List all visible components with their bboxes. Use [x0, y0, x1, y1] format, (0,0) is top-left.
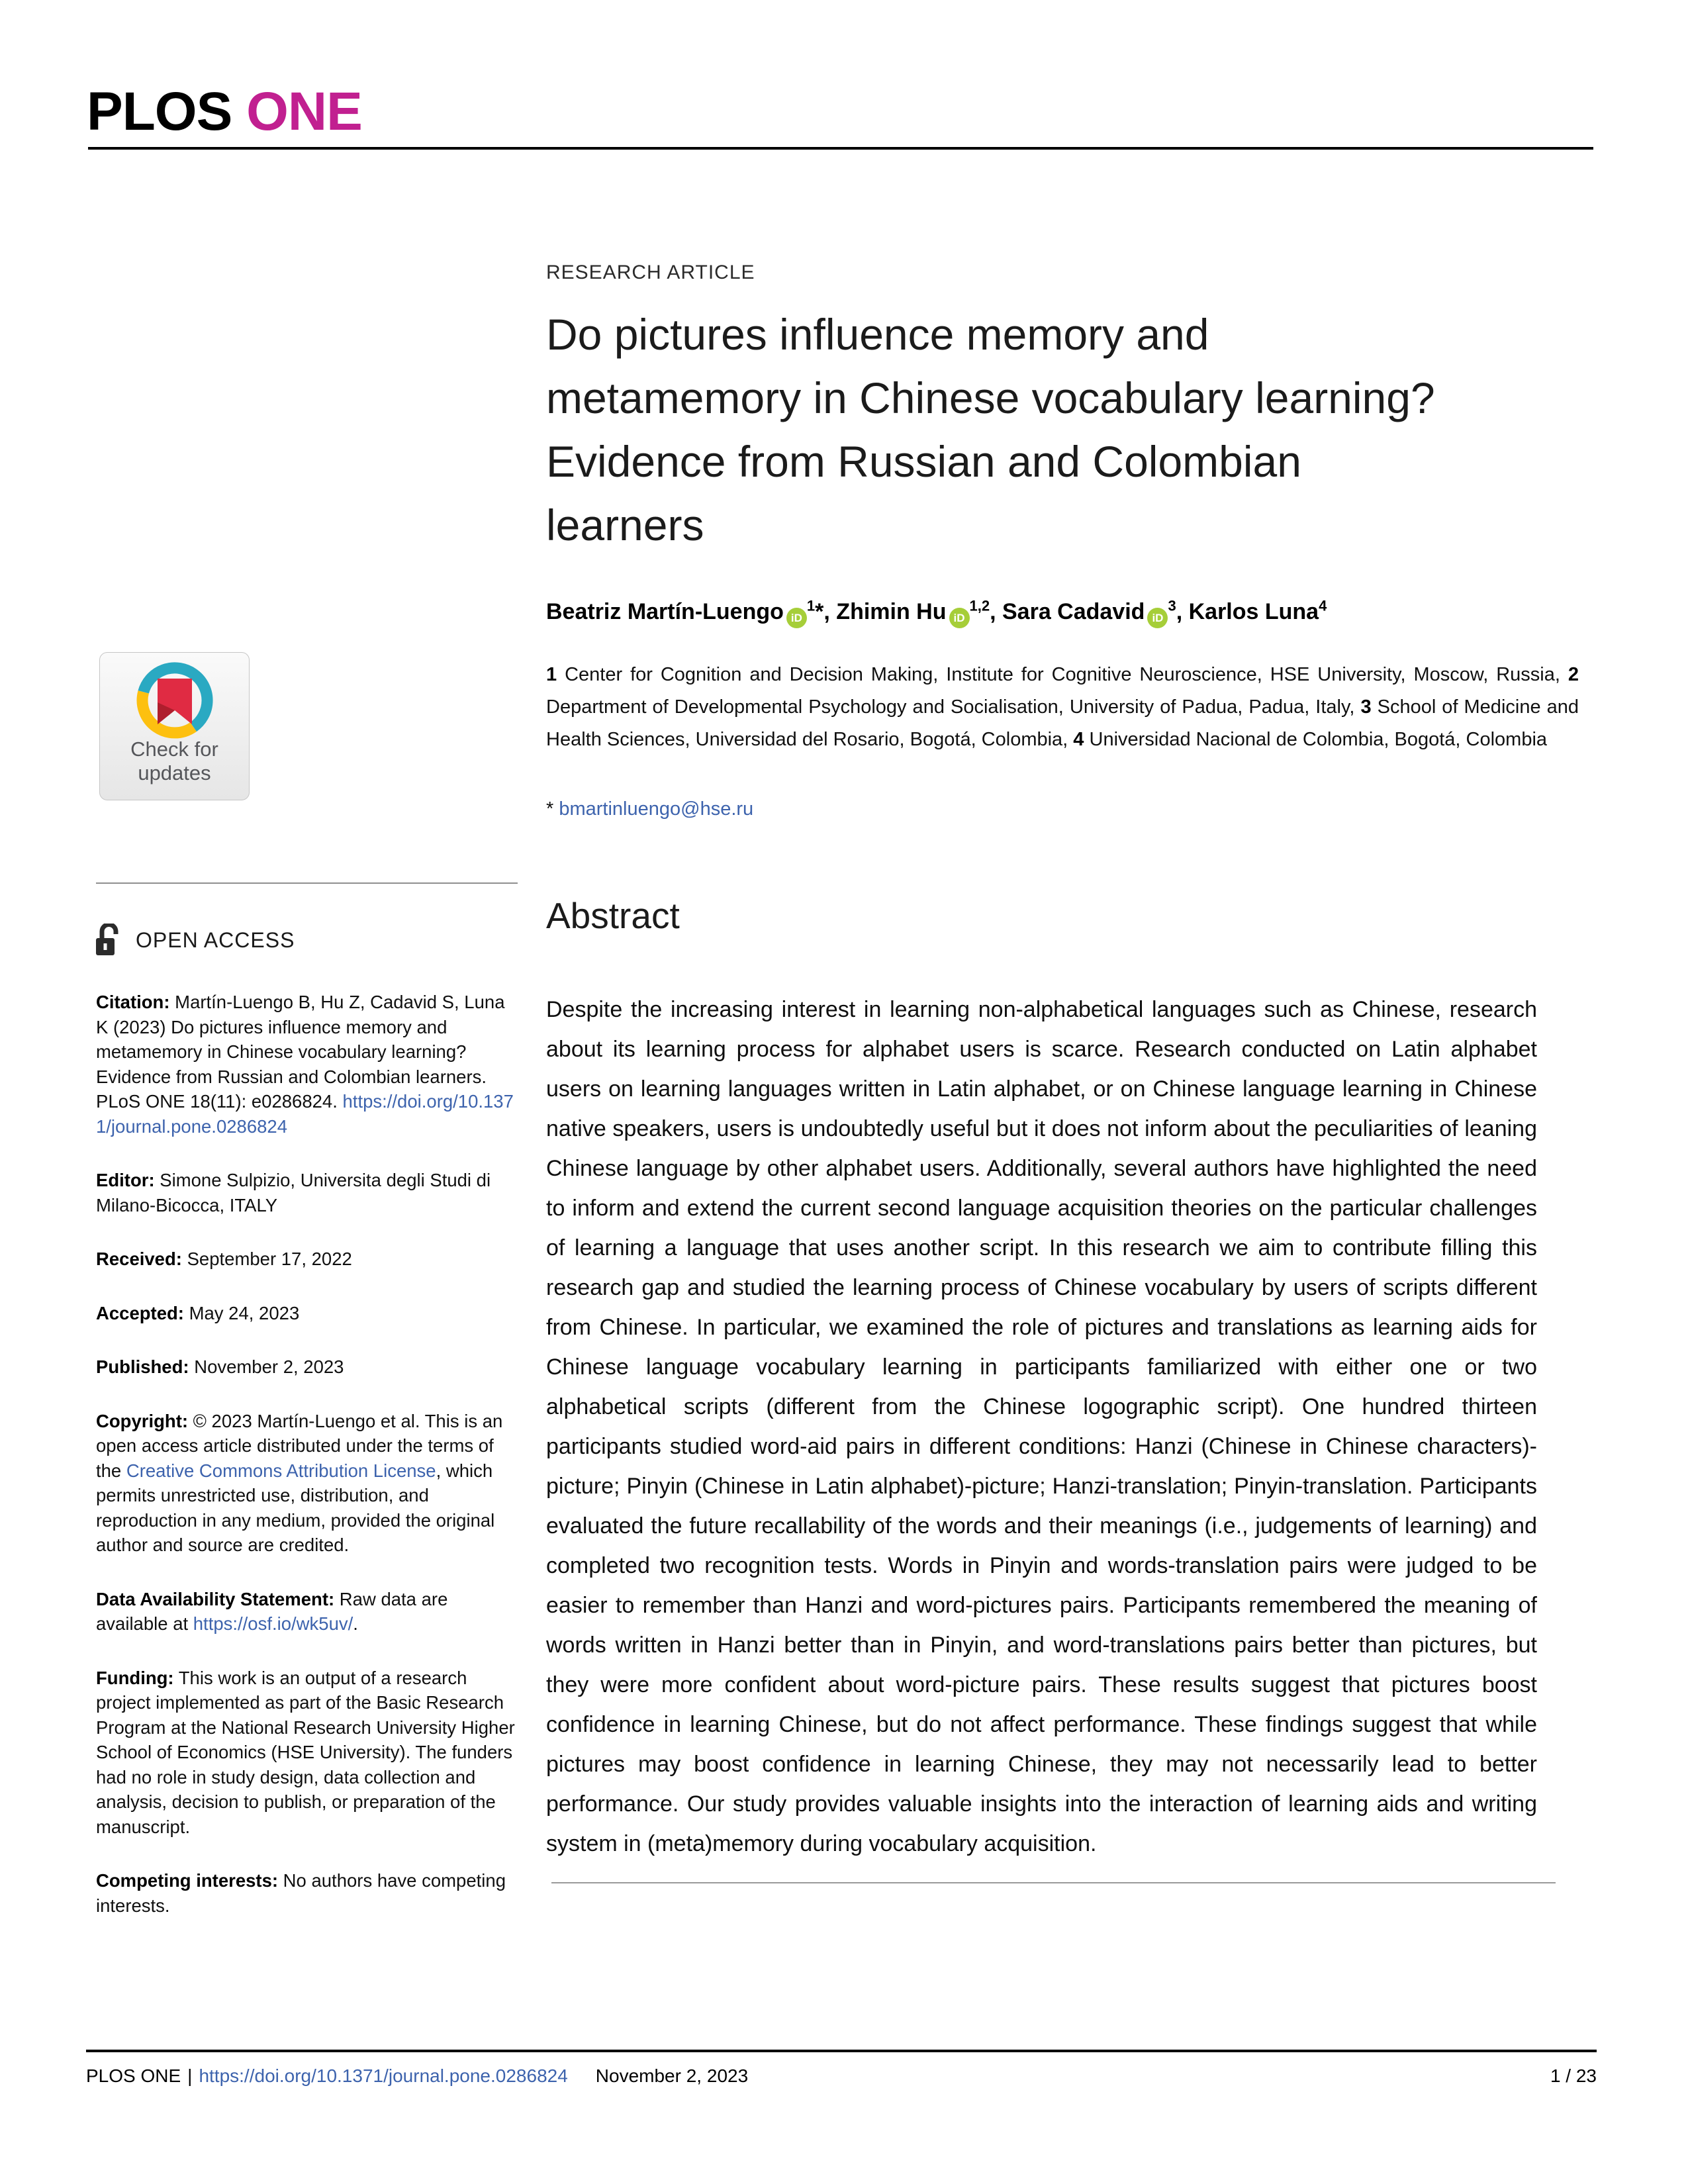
footer	[86, 2065, 1597, 2087]
article-title: Do pictures influence memory and metamemory in Chinese vocabulary learning? Evidence from Russian and Colombian learners	[546, 310, 1435, 549]
footer-doi-link[interactable]: https://doi.org/10.1371/journal.pone.0286824	[199, 2065, 568, 2086]
copyright-block: Copyright: © 2023 Martín-Luengo et al. This is an open access article distributed under the terms of the Creative Commons Attribution License, which permits unrestricted use, distribution, and reproduction in any medium, provided the original author and source are credited.	[96, 1410, 503, 1555]
corresponding-email-link[interactable]: bmartinluengo@hse.ru	[559, 798, 754, 820]
cc-license-link[interactable]: Creative Commons Attribution License	[126, 1460, 436, 1481]
editor-label: Editor:	[96, 1170, 155, 1190]
author-list: Beatriz Martín-Luengo $iD^1*$, Zhimin Hu iD$^{1,2}$, Sara Cadavid $iD^3$, Karlos Luna$^4$	[546, 598, 1593, 628]
abstract-heading: Abstract	[546, 895, 680, 937]
published-label: Published:	[96, 1356, 189, 1377]
affiliations: 1 Center for Cognition and Decision Making, Institute for Cognitive Neuroscience, HSE University, Moscow, Russia, 2 Department of Developmental Psychology and Socialisation, University of Padua, Padua, Italy, 3 School of Medicine and Health Sciences, Universidad del Rosario, Bogotá, Colombia, 4 Universidad Nacional de Colombia, Bogotá, Colombia	[546, 664, 1579, 751]
competing-interests-block: Competing interests: No authors have competing interests.	[96, 1870, 506, 1916]
citation-block: Citation: Martín-Luengo B, Hu Z, Cadavid S, Luna K (2023) Do pictures influence memory and metamemory in Chinese vocabulary learning? Evidence from Russian and Colombian learners. PLoS ONE 18(11): e0286824. https://doi.org/10.1371/journal.pone.0286824	[96, 992, 514, 1137]
email-star: *	[546, 798, 559, 820]
main-column	[546, 261, 1593, 1886]
sidebar	[96, 882, 518, 1947]
orcid-icon[interactable]: iD	[949, 608, 970, 628]
plos-one-logo	[87, 81, 362, 143]
abstract-text: Despite the increasing interest in learning non-alphabetical languages such as Chinese, research about its learning process for alphabet users is scarce. Research conducted on Latin alphabet users on learning languages written in Latin alphabet, or on Chinese language learning in Chinese native speakers, users is undoubtedly useful but it does not inform about the peculiarities of leaning Chinese language by other alphabet users. Additionally, several authors have highlighted the need to inform and extend the current second language acquisition theories on the particular challenges of learning a language that uses another script. In this research we aim to contribute filling this research gap and studied the learning process of Chinese vocabulary by users of scripts different from Chinese. In particular, we examined the role of pictures and translations as learning aids for Chinese language vocabulary learning in participants familiarized with either one or two alphabetical scripts (different from the Chinese logographic script). One hundred thirteen participants studied word-aid pairs in different conditions: Hanzi (Chinese in Chinese characters)-picture; Pinyin (Chinese in Latin alphabet)-picture; Hanzi-translation; Pinyin-translation. Participants evaluated the future recallability of the words and their meanings (i.e., judgements of learning) and completed two recognition tests. Words in Pinyin and words-translation pairs were judged to be easier to remember than Hanzi and word-pictures pairs. Participants remembered the meaning of words written in Hanzi better than in Pinyin, and word-translations pairs better than pictures, but they were more confident about word-picture pairs. These results suggest that pictures boost confidence in learning Chinese, but do not affect performance. These findings suggest that while pictures may boost confidence in learning Chinese, they may not necessarily lead to better performance. Our study provides valuable insights into the interaction of learning aids and writing system in (meta)memory during vocabulary acquisition.	[546, 997, 1537, 1857]
funding-label: Funding:	[96, 1667, 174, 1688]
check-for-updates-label: Check for updates	[130, 737, 218, 784]
osf-data-link[interactable]: https://osf.io/wk5uv/	[193, 1613, 353, 1634]
data-availability-block: Data Availability Statement: Raw data are available at https://osf.io/wk5uv/.	[96, 1588, 448, 1634]
competing-interests-label: Competing interests:	[96, 1870, 279, 1891]
published-block: Published: November 2, 2023	[96, 1356, 344, 1377]
copyright-label: Copyright:	[96, 1410, 189, 1431]
author-4: Karlos Luna$^4$	[1188, 598, 1327, 625]
footer-left	[86, 2065, 748, 2087]
orcid-icon[interactable]: iD	[786, 608, 807, 628]
logo-one: ONE	[246, 81, 362, 142]
open-lock-icon	[96, 924, 124, 957]
citation-label: Citation:	[96, 992, 170, 1012]
author-3: Sara Cadavid $iD^3$	[1002, 599, 1176, 624]
funding-block: Funding: This work is an output of a research project implemented as part of the Basic Research Program at the National Research University Higher School of Economics (HSE University). The funders had no role in study design, data collection and analysis, decision to publish, or preparation of the manuscript.	[96, 1667, 515, 1837]
corresponding-author-line	[546, 798, 1593, 820]
abstract-divider	[551, 1882, 1556, 1883]
sidebar-divider	[96, 882, 518, 884]
article-type-label: RESEARCH ARTICLE	[546, 261, 755, 283]
footer-divider	[86, 2050, 1597, 2052]
author-1: Beatriz Martín-Luengo $iD^1*$	[546, 599, 823, 624]
author-2: Zhimin Hu iD$^{1,2}$	[836, 599, 990, 624]
logo-plos: PLOS	[87, 81, 232, 142]
footer-page-number: 1 / 23	[1550, 2065, 1597, 2086]
header-divider	[88, 147, 1593, 150]
editor-block: Editor: Simone Sulpizio, Universita degli Studi di Milano-Bicocca, ITALY	[96, 1170, 491, 1215]
bookmark-icon	[158, 679, 192, 724]
citation-doi-link[interactable]: https://doi.org/10.1371/journal.pone.0286824	[96, 1091, 514, 1137]
received-block: Received: September 17, 2022	[96, 1249, 352, 1269]
data-availability-label: Data Availability Statement:	[96, 1588, 335, 1609]
accepted-block: Accepted: May 24, 2023	[96, 1302, 300, 1323]
footer-separator: |	[187, 2065, 193, 2086]
check-updates-ring-icon	[130, 655, 220, 745]
footer-journal: PLOS ONE	[86, 2065, 181, 2086]
footer-date: November 2, 2023	[595, 2065, 749, 2086]
check-for-updates-badge[interactable]	[99, 652, 250, 800]
open-access-label: OPEN ACCESS	[136, 927, 295, 952]
open-access-row	[96, 924, 518, 957]
accepted-label: Accepted:	[96, 1302, 184, 1323]
orcid-icon[interactable]: iD	[1147, 608, 1168, 628]
received-label: Received:	[96, 1249, 182, 1269]
